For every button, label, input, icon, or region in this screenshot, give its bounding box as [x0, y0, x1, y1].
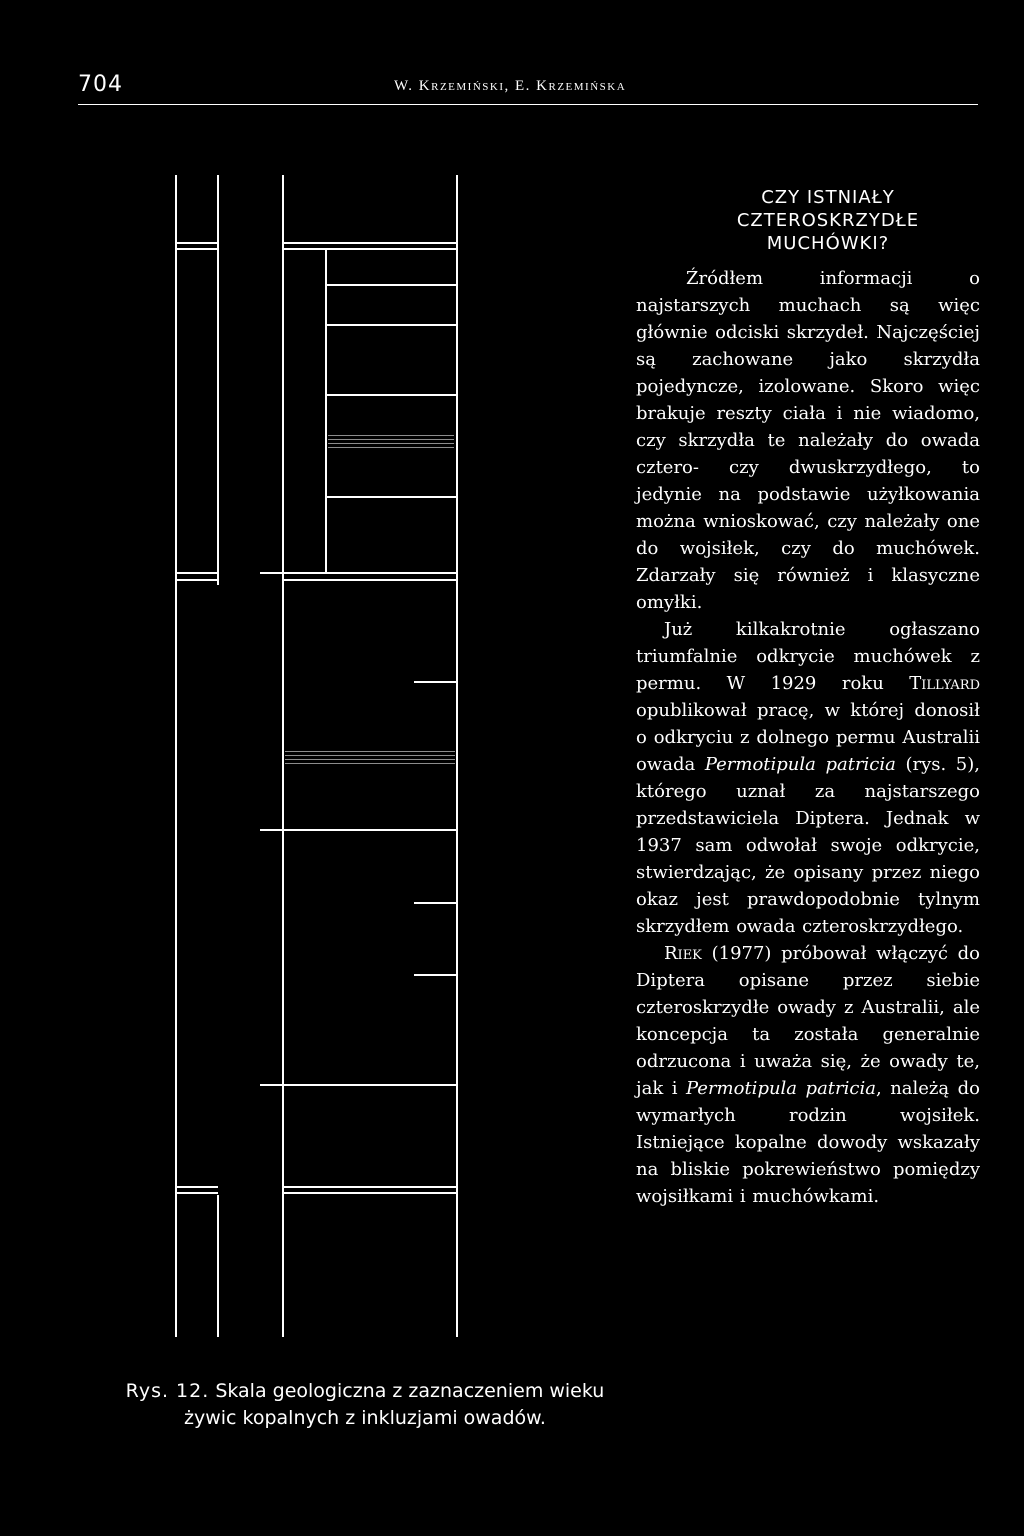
author-name-riek: Riek: [664, 943, 702, 964]
caption-label: Rys. 12.: [125, 1380, 210, 1402]
amber-hatch-band-upper: [328, 435, 454, 448]
amber-hatch-band-lower: [285, 751, 455, 764]
paragraph-1: Źródłem informacji o najstarszych muchach są więc głównie odciski skrzydeł. Najczęściej są zachowane jako skrzydła pojedyncze, izolowane. Skoro więc brakuje reszty ciała i nie wiadomo, czy skrzydła te należały do owada cztero- czy dwuskrzydłego, to jedynie na podstawie użyłkowania można wnioskować, czy należały one do wojsiłek, czy do muchówek. Zdarzały się również i klasyczne omyłki.: [636, 268, 980, 613]
geologic-scale-figure: [150, 165, 480, 1345]
page-number: 704: [78, 72, 123, 97]
section-title: CZY ISTNIAŁY CZTEROSKRZYDŁE MUCHÓWKI?: [736, 187, 920, 254]
paragraph-2-part-b: opublikował pracę, w której donosił o odkryciu z dolnego permu Australii owada: [636, 700, 980, 775]
running-head: W. Krzemiński, E. Krzemińska: [394, 78, 627, 94]
paragraph-3: [636, 940, 980, 1210]
article-body: [636, 265, 980, 1210]
species-name-2: Permotipula patricia: [685, 1078, 876, 1099]
figure-caption: [100, 1378, 630, 1432]
paragraph-2-part-c: (rys. 5), którego uznał za najstarszego przedstawiciela Diptera. Jednak w 1937 sam odwołał swoje odkrycie, stwierdzając, że opisany przez niego okaz jest prawdopodobnie tylnym skrzydłem owada czteroskrzydłego.: [636, 754, 980, 937]
header-rule: [78, 104, 978, 105]
paragraph-2-part-a: Już kilkakrotnie ogłaszano triumfalnie odkrycie muchówek z permu. W 1929 roku: [636, 619, 980, 694]
caption-text: Skala geologiczna z zaznaczeniem wieku żywic kopalnych z inkluzjami owadów.: [184, 1380, 605, 1429]
geologic-scale-diagram: [150, 165, 480, 1345]
paragraph-3-part-a: (1977) próbował włączyć do Diptera opisane przez siebie czteroskrzydłe owady z Australii, ale koncepcja ta została generalnie odrzucona i uważa się, że owady te, jak i: [636, 943, 980, 1099]
paragraph-3-part-b: , należą do wymarłych rodzin wojsiłek. Istniejące kopalne dowody wskazały na bliskie pokrewieństwo pomiędzy wojsiłkami i muchówkami.: [636, 1078, 980, 1207]
species-name: Permotipula patricia: [704, 754, 896, 775]
page-header: [78, 72, 978, 104]
paragraph-2: [636, 616, 980, 940]
author-name-tillyard: Tillyard: [909, 673, 980, 694]
